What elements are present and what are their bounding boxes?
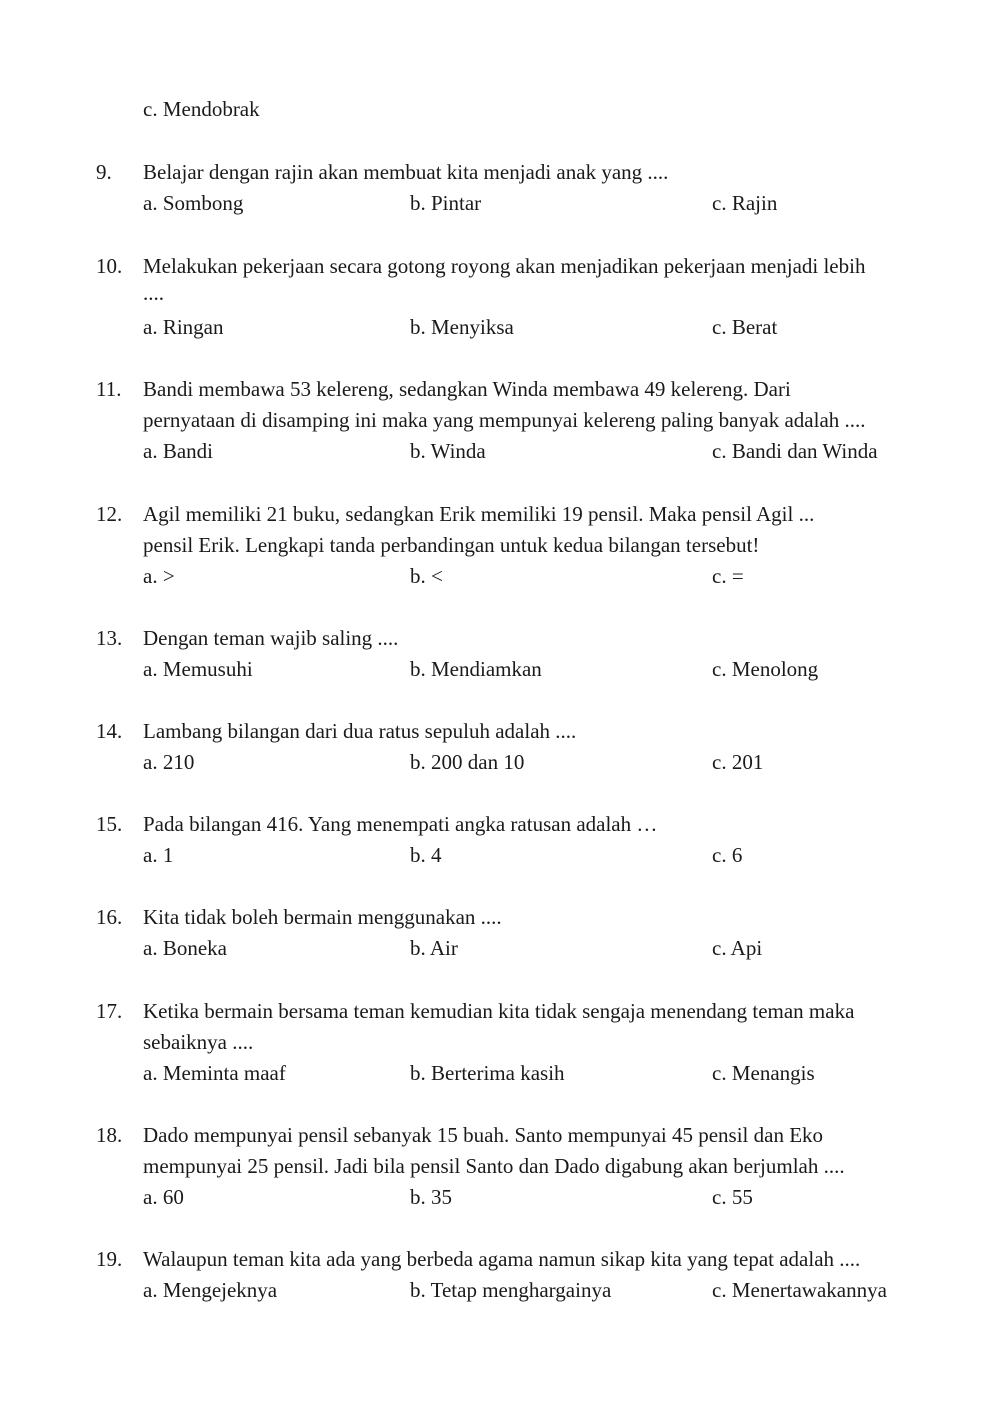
option-b: b. Mendiamkan [410, 657, 542, 681]
option-a: a. Bandi [143, 439, 213, 463]
option-c: c. Menertawakannya [712, 1278, 887, 1302]
option-c: c. 201 [712, 750, 764, 774]
question-number: 14. [96, 719, 123, 743]
question-number: 13. [96, 626, 123, 650]
question-text: Dengan teman wajib saling .... [143, 626, 399, 650]
option-a: a. Mengejeknya [143, 1278, 278, 1302]
option-c: c. Rajin [712, 191, 778, 215]
question-number: 19. [96, 1247, 123, 1271]
question-number: 17. [96, 999, 123, 1023]
option-c: c. Menangis [712, 1061, 815, 1085]
question-text: Bandi membawa 53 kelereng, sedangkan Winda membawa 49 kelereng. Dari [143, 377, 791, 401]
option-c: c. = [712, 564, 744, 588]
question-text: Agil memiliki 21 buku, sedangkan Erik memiliki 19 pensil. Maka pensil Agil ... [143, 502, 815, 526]
question-text: Melakukan pekerjaan secara gotong royong akan menjadikan pekerjaan menjadi lebih [143, 254, 866, 278]
option-b: b. Berterima kasih [410, 1061, 565, 1085]
option-a: a. 210 [143, 750, 195, 774]
question-text: Kita tidak boleh bermain menggunakan .... [143, 905, 502, 929]
option-b: b. Tetap menghargainya [410, 1278, 612, 1302]
question-number: 12. [96, 502, 123, 526]
question-number: 18. [96, 1123, 123, 1147]
option-b: b. 200 dan 10 [410, 750, 525, 774]
question-text-continued: .... [143, 281, 164, 305]
option-c: c. Bandi dan Winda [712, 439, 878, 463]
carryover-option: c. Mendobrak [143, 97, 260, 121]
question-text: Dado mempunyai pensil sebanyak 15 buah. Santo mempunyai 45 pensil dan Eko [143, 1123, 824, 1147]
option-b: b. Menyiksa [410, 315, 514, 339]
question-number: 15. [96, 812, 123, 836]
option-a: a. 60 [143, 1185, 184, 1209]
question-text: Ketika bermain bersama teman kemudian kita tidak sengaja menendang teman maka [143, 999, 855, 1023]
question-number: 10. [96, 254, 123, 278]
option-a: a. Boneka [143, 936, 227, 960]
option-a: a. Sombong [143, 191, 244, 215]
option-b: b. 4 [410, 843, 442, 867]
option-a: a. > [143, 564, 175, 588]
option-b: b. < [410, 564, 443, 588]
option-b: b. Winda [410, 439, 486, 463]
question-number: 16. [96, 905, 123, 929]
question-text-continued: pernyataan di disamping ini maka yang mempunyai kelereng paling banyak adalah .... [143, 408, 866, 432]
question-number: 9. [96, 160, 112, 184]
option-a: a. 1 [143, 843, 174, 867]
question-text-continued: pensil Erik. Lengkapi tanda perbandingan untuk kedua bilangan tersebut! [143, 533, 760, 557]
option-c: c. 55 [712, 1185, 753, 1209]
question-text: Walaupun teman kita ada yang berbeda agama namun sikap kita yang tepat adalah .... [143, 1247, 861, 1271]
option-b: b. 35 [410, 1185, 452, 1209]
option-a: a. Ringan [143, 315, 224, 339]
question-text: Belajar dengan rajin akan membuat kita menjadi anak yang .... [143, 160, 669, 184]
option-b: b. Air [410, 936, 458, 960]
question-text-continued: sebaiknya .... [143, 1030, 254, 1054]
option-b: b. Pintar [410, 191, 482, 215]
option-c: c. 6 [712, 843, 743, 867]
option-a: a. Memusuhi [143, 657, 253, 681]
question-text: Pada bilangan 416. Yang menempati angka ratusan adalah … [143, 812, 658, 836]
option-c: c. Api [712, 936, 763, 960]
question-text-continued: mempunyai 25 pensil. Jadi bila pensil Santo dan Dado digabung akan berjumlah .... [143, 1154, 845, 1178]
option-c: c. Berat [712, 315, 778, 339]
option-c: c. Menolong [712, 657, 819, 681]
question-number: 11. [96, 377, 122, 401]
question-text: Lambang bilangan dari dua ratus sepuluh adalah .... [143, 719, 577, 743]
option-a: a. Meminta maaf [143, 1061, 286, 1085]
